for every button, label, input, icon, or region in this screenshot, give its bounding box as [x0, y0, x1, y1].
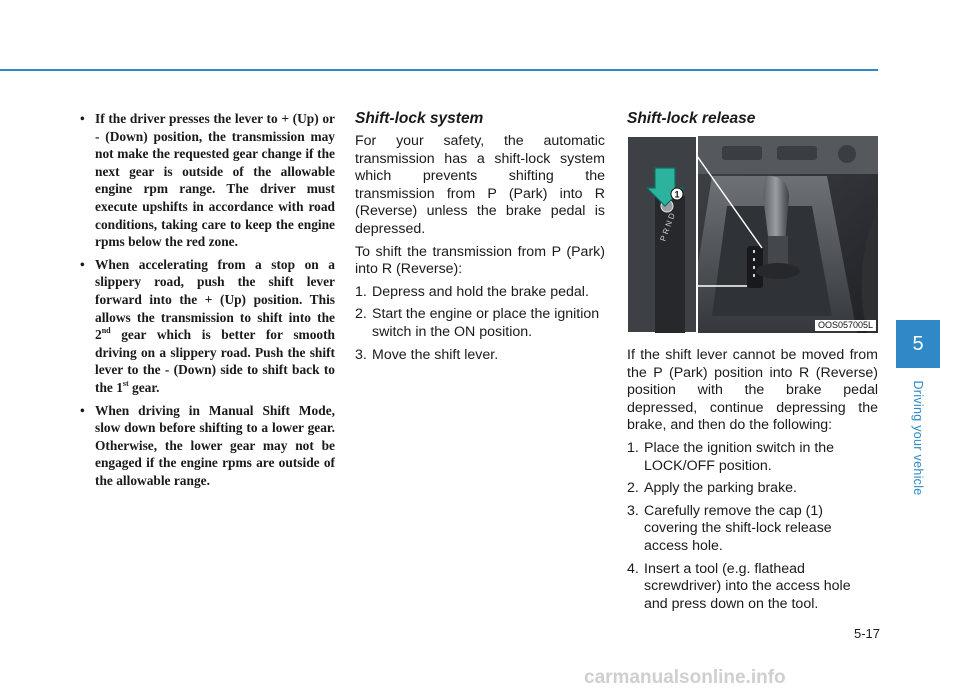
step-item	[355, 284, 605, 302]
shift-console-illustration	[627, 136, 878, 333]
step-text: Place the ignition switch in the LOCK/OFF position.	[644, 439, 835, 474]
chapter-title: Driving your vehicle	[911, 380, 925, 496]
step-text: Apply the parking brake.	[644, 480, 798, 497]
bullet-item	[80, 256, 335, 397]
chapter-tab	[896, 320, 940, 368]
bullet-item	[80, 402, 335, 490]
step-number: 3.	[355, 346, 367, 363]
chapter-number: 5	[912, 332, 924, 355]
step-text: Insert a tool (e.g. flathead screwdriver) into the access hole and press down on the tool.	[644, 560, 851, 612]
step-item	[627, 561, 878, 614]
step-number: 2.	[627, 480, 639, 497]
step-text: Start the engine or place the ignition switch in the ON position.	[372, 306, 600, 340]
step-list	[627, 440, 878, 613]
ordinal-suffix: nd	[101, 326, 111, 336]
bullet-marker: •	[80, 111, 85, 126]
step-number: 2.	[355, 306, 367, 323]
step-item	[627, 503, 878, 556]
step-text: Move the shift lever.	[372, 346, 499, 363]
step-item	[355, 306, 605, 341]
bullet-text: If the driver presses the lever to + (Up) or - (Down) position, the transmission may not make the requested gear change if the next gear is outside of the allowable engine rpm range. The driver must execute upshifts in accordance with road conditions, taking care to keep the engine rpms below the red zone.	[95, 111, 335, 250]
watermark: carmanualsonline.info	[584, 667, 786, 688]
step-text: Carefully remove the cap (1) covering the shift-lock release access hole.	[644, 502, 832, 554]
middle-column	[355, 110, 605, 369]
right-column	[627, 110, 878, 618]
header-rule	[0, 69, 878, 71]
warning-bullets	[80, 110, 335, 489]
bullet-text-part: When accelerating from a stop on a slippery road, push the shift lever forward into the + (Up) position. This allows the transmission to shift into the 2	[95, 256, 335, 343]
section-heading-shift-lock-release: Shift-lock release	[627, 110, 756, 127]
shift-console-photo	[627, 136, 878, 333]
ordinal-suffix: st	[122, 378, 129, 388]
bullet-text: When driving in Manual Shift Mode, slow down before shifting to a lower gear. Otherwise, the lower gear may not be engaged if the engine rpms are outside of the allowable range.	[95, 402, 335, 488]
left-column	[80, 110, 335, 494]
bullet-text-part: gear which is better for smooth driving on a slippery road. Push the shift lever to the - (Down) side to shift back to the 1	[95, 327, 335, 395]
paragraph: For your safety, the automatic transmission has a shift-lock system which prevents shifting the transmission from P (Park) into R (Reverse) unless the brake pedal is depressed.	[355, 133, 605, 237]
step-list	[355, 284, 605, 364]
bullet-item	[80, 110, 335, 251]
step-number: 1.	[627, 439, 639, 456]
page-number: 5-17	[853, 626, 880, 641]
paragraph: If the shift lever cannot be moved from the P (Park) position into R (Reverse) position with the brake pedal depressed, continue depressing the brake, and then do the following:	[627, 347, 878, 434]
step-number: 4.	[627, 560, 639, 577]
step-item	[627, 480, 878, 498]
step-text: Depress and hold the brake pedal.	[372, 283, 589, 300]
step-item	[627, 440, 878, 475]
step-item	[355, 347, 605, 365]
bullet-marker: •	[80, 402, 85, 418]
section-heading-shift-lock-system: Shift-lock system	[355, 110, 484, 127]
image-code: OOS057005L	[815, 320, 876, 331]
step-number: 1.	[355, 283, 367, 300]
paragraph: To shift the transmission from P (Park) into R (Reverse):	[355, 243, 605, 278]
step-number: 3.	[627, 502, 639, 519]
gear-indicator-letters: P R N D	[658, 211, 677, 243]
callout-number: 1	[674, 189, 680, 200]
bullet-marker: •	[80, 256, 85, 272]
bullet-text-part: gear.	[128, 379, 160, 395]
